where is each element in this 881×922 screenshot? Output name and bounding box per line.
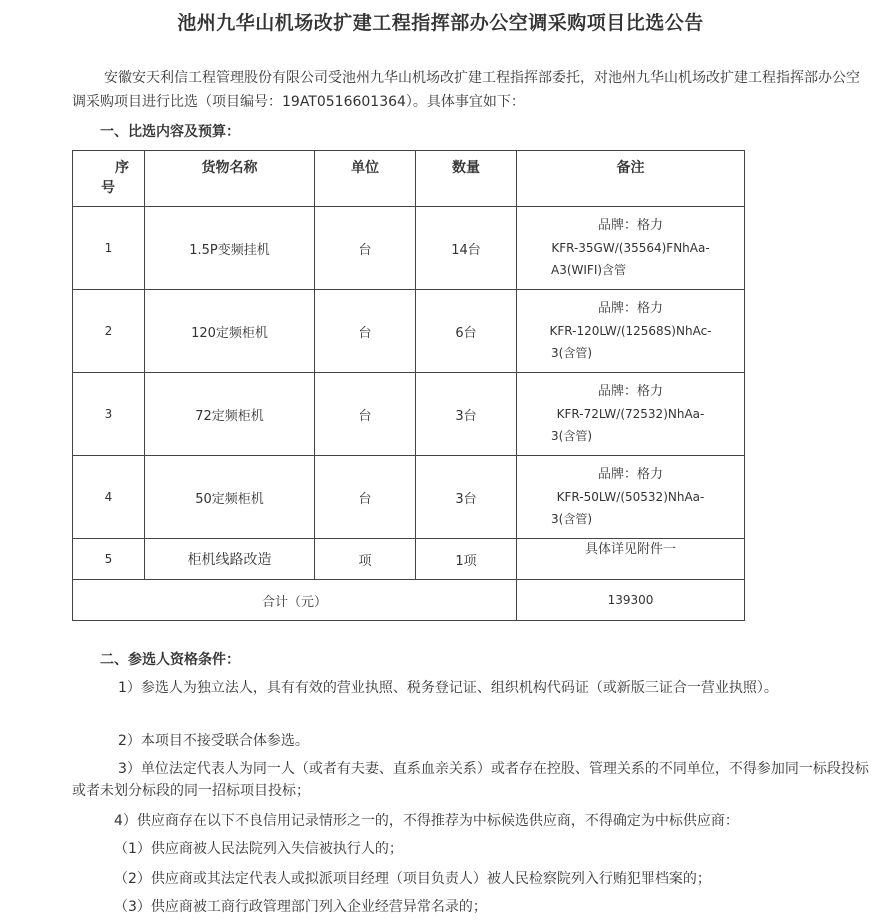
row-name: 柜机线路改造 xyxy=(145,539,315,580)
requirement-item: 3）单位法定代表人为同一人（或者有夫妻、直系血亲关系）或者存在控股、管理关系的不同单位，不得参加同一标段投标或者未划分标段的同一招标项目投标； xyxy=(72,761,869,799)
header-name xyxy=(145,151,315,207)
note-brand: 品牌：格力 xyxy=(597,384,663,399)
note-model-line2: A3(WIFI)含管 xyxy=(551,263,627,277)
table-header-row xyxy=(73,151,745,207)
note-model-line1: KFR-50LW/(50532)NhAa- xyxy=(556,490,705,504)
requirement-item: （2）供应商或其法定代表人或拟派项目经理（项目负责人）被人民检察院列入行贿犯罪档案的； xyxy=(114,871,711,887)
note-brand: 品牌：格力 xyxy=(597,467,663,482)
section2-heading: 二、参选人资格条件： xyxy=(100,652,240,668)
row-qty: 3台 xyxy=(416,456,517,539)
row-note: 具体详见附件一 xyxy=(517,539,745,580)
row-note xyxy=(517,373,745,456)
requirement-item: 2）本项目不接受联合体参选。 xyxy=(118,733,309,749)
row-idx: 5 xyxy=(73,539,145,580)
row-name: 1.5P变频挂机 xyxy=(145,207,315,290)
table-row xyxy=(73,207,745,290)
row-qty: 6台 xyxy=(416,290,517,373)
total-value: 139300 xyxy=(517,580,745,621)
row-name: 120定频柜机 xyxy=(145,290,315,373)
header-note-text: 备注 xyxy=(616,160,645,176)
page-title: 池州九华山机场改扩建工程指挥部办公空调采购项目比选公告 xyxy=(177,12,704,34)
table-total-row xyxy=(73,580,745,621)
header-unit-text: 单位 xyxy=(351,160,379,176)
requirement-item: （3）供应商被工商行政管理部门列入企业经营异常名录的； xyxy=(114,899,487,915)
requirement-item: 1）参选人为独立法人，具有有效的营业执照、税务登记证、组织机构代码证（或新版三证合一营业执照）。 xyxy=(118,680,778,696)
note-model-line1: KFR-72LW/(72532)NhAa- xyxy=(556,407,705,421)
row-name: 72定频柜机 xyxy=(145,373,315,456)
header-name-text: 货物名称 xyxy=(201,160,258,176)
row-note xyxy=(517,207,745,290)
note-model-line1: KFR-120LW/(12568S)NhAc- xyxy=(549,324,712,338)
header-idx-line1: 序 xyxy=(115,160,129,176)
row-idx: 3 xyxy=(73,373,145,456)
row-qty: 3台 xyxy=(416,373,517,456)
row-unit: 台 xyxy=(315,207,416,290)
row-qty: 1项 xyxy=(416,539,517,580)
requirement-item: 4）供应商存在以下不良信用记录情形之一的，不得推荐为中标候选供应商，不得确定为中标供应商： xyxy=(114,813,739,829)
row-unit: 台 xyxy=(315,373,416,456)
header-idx xyxy=(73,151,145,207)
table-row xyxy=(73,373,745,456)
row-note xyxy=(517,456,745,539)
table-row xyxy=(73,456,745,539)
table-row xyxy=(73,290,745,373)
row-unit: 项 xyxy=(315,539,416,580)
section1-heading: 一、比选内容及预算： xyxy=(100,124,240,140)
note-model-line1: KFR-35GW/(35564)FNhAa- xyxy=(551,241,710,255)
header-qty-text: 数量 xyxy=(452,160,480,176)
header-qty xyxy=(416,151,517,207)
row-unit: 台 xyxy=(315,290,416,373)
row-name: 50定频柜机 xyxy=(145,456,315,539)
row-idx: 4 xyxy=(73,456,145,539)
note-brand: 品牌：格力 xyxy=(597,301,663,316)
header-unit xyxy=(315,151,416,207)
note-model-line2: 3(含管) xyxy=(551,512,592,526)
items-table xyxy=(72,150,745,621)
row-note xyxy=(517,290,745,373)
header-idx-line2: 号 xyxy=(101,180,115,196)
intro-paragraph: 安徽安天利信工程管理股份有限公司受池州九华山机场改扩建工程指挥部委托，对池州九华山机场改扩建工程指挥部办公空调采购项目进行比选（项目编号：19AT0516601364）。具体事宜如下： xyxy=(72,70,860,110)
table-row xyxy=(73,539,745,580)
note-model-line2: 3(含管) xyxy=(551,346,592,360)
requirement-item: （1）供应商被人民法院列入失信被执行人的； xyxy=(114,841,403,857)
total-label: 合计（元） xyxy=(73,580,517,621)
row-idx: 1 xyxy=(73,207,145,290)
note-brand: 品牌：格力 xyxy=(597,218,663,233)
row-unit: 台 xyxy=(315,456,416,539)
note-model-line2: 3(含管) xyxy=(551,429,592,443)
row-idx: 2 xyxy=(73,290,145,373)
row-qty: 14台 xyxy=(416,207,517,290)
header-note xyxy=(517,151,745,207)
